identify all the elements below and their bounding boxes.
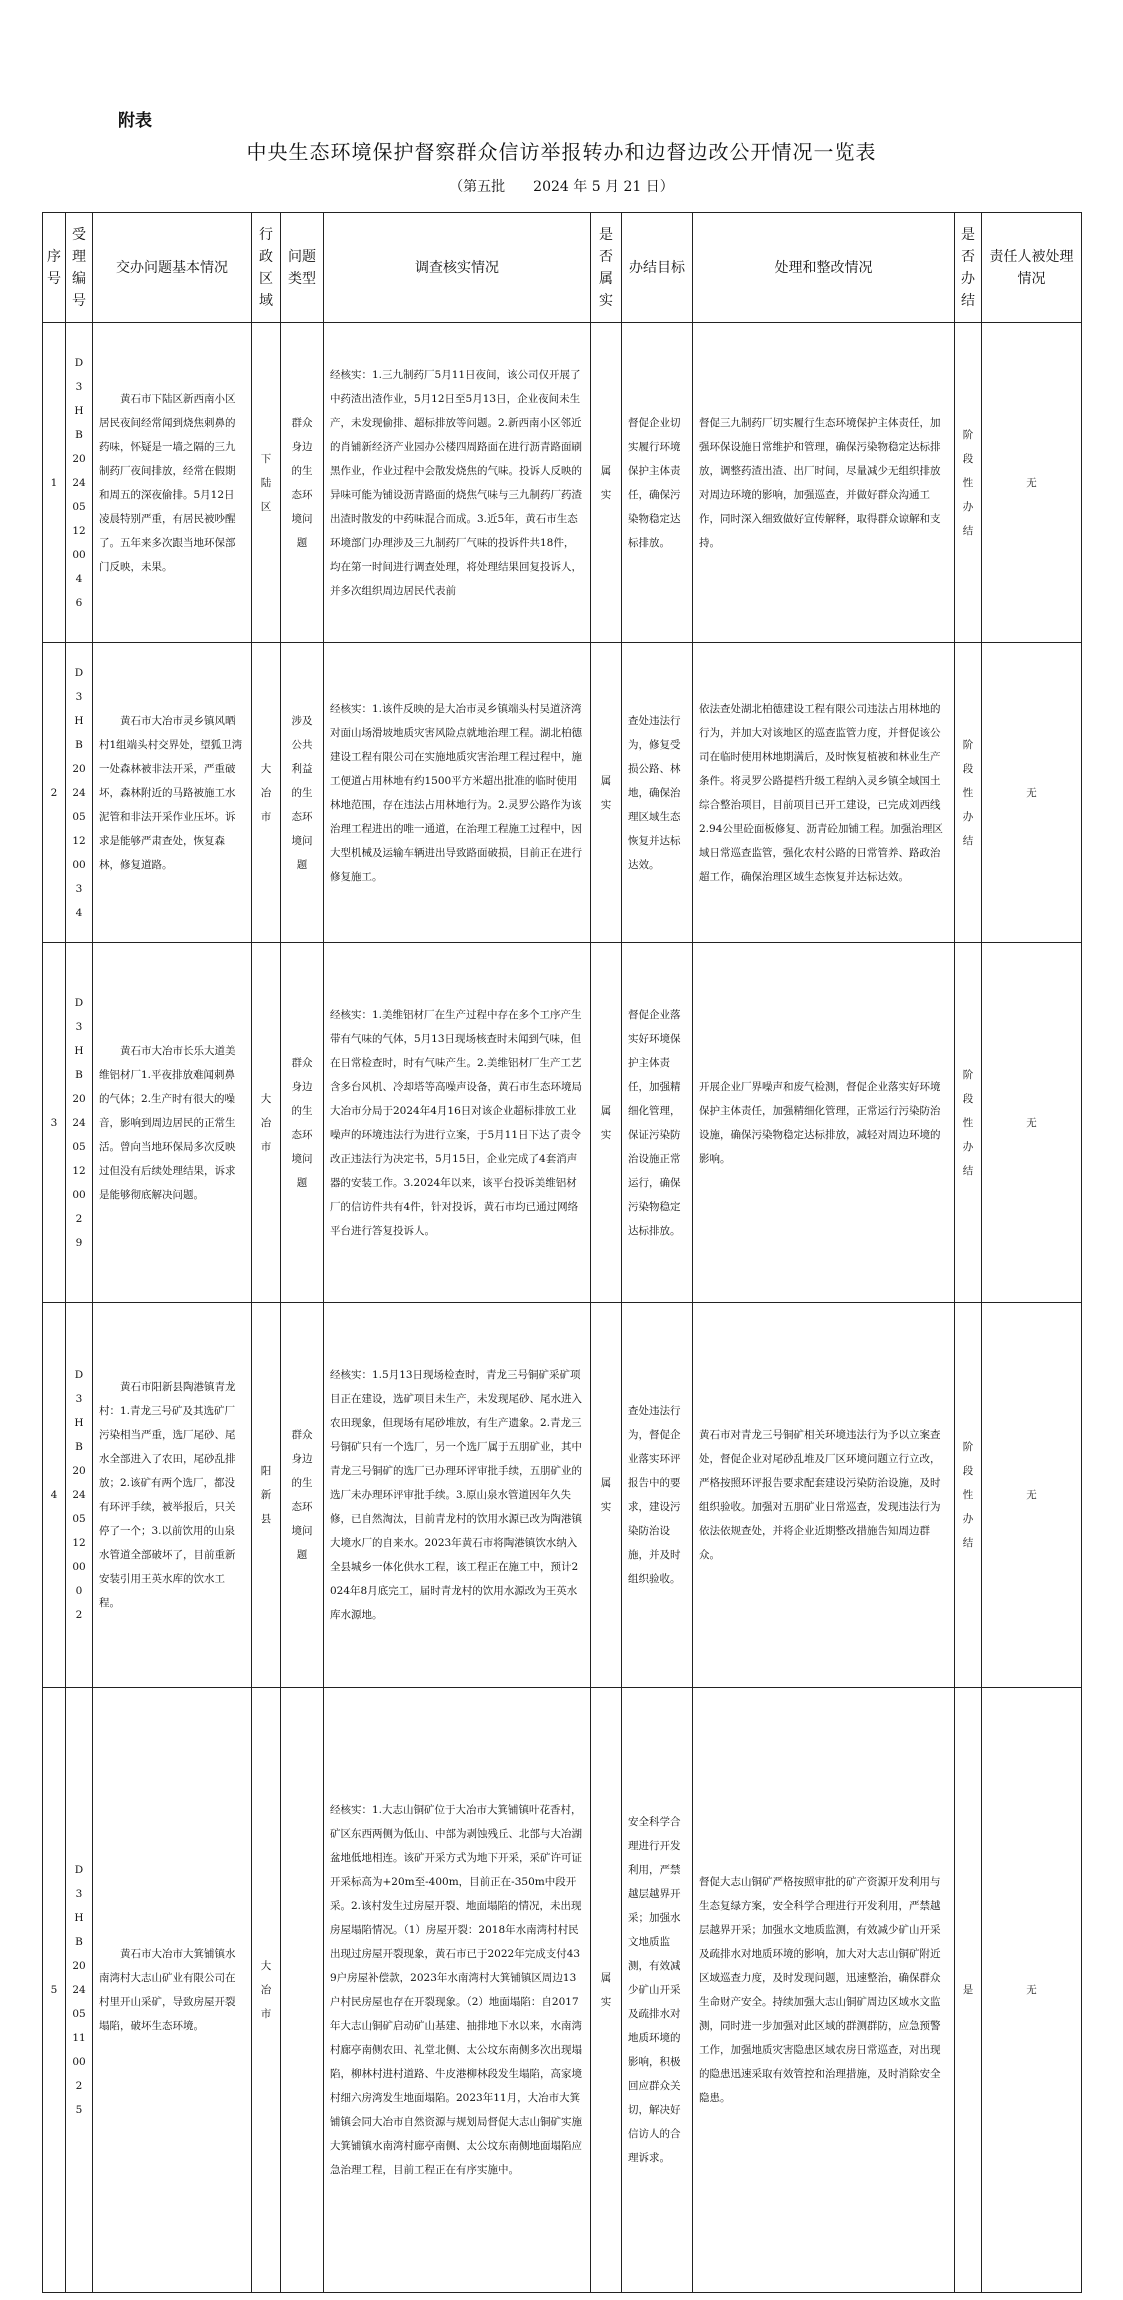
cell-seq: 2 xyxy=(43,643,66,943)
cell-issue: 黄石市下陆区新西南小区居民夜间经常闻到烧焦刺鼻的药味，怀疑是一墙之隔的三九制药厂夜间排放，经常在假期和周五的深夜偷排。5月12日凌晨特别严重，有居民被吵醒了。五年来多次跟当地环保部门反映，未果。 xyxy=(93,323,252,643)
cell-action: 开展企业厂界噪声和废气检测，督促企业落实好环境保护主体责任，加强精细化管理，正常运行污染防治设施，确保污染物稳定达标排放，减轻对周边环境的影响。 xyxy=(693,943,955,1303)
cell-type xyxy=(281,1688,324,2293)
cell-id: D3HB20240511002 5 xyxy=(66,1688,93,2293)
cell-completed: 阶段性办结 xyxy=(955,943,982,1303)
cell-goal: 查处违法行为，督促企业落实环评报告中的要求，建设污染防治设施，并及时组织验收。 xyxy=(622,1303,693,1688)
cell-type: 群众身边的生态环境问题 xyxy=(281,1303,324,1688)
cell-action: 督促大志山铜矿严格按照审批的矿产资源开发利用与生态复绿方案，安全科学合理进行开发利用，严禁越层越界开采；加强水文地质监测，有效减少矿山开采及疏排水对地质环境的影响，加大对大志山铜矿附近区域巡查力度，及时发现问题，迅速整治，确保群众生命财产安全。持续加强大志山铜矿周边区域水文监测，同时进一步加强对此区域的群测群防，应急预警工作，加强地质灾害隐患区域农房日常巡查，对出现的隐患迅速采取有效管控和治理措施，及时消除安全隐患。 xyxy=(693,1688,955,2293)
cell-issue: 黄石市大冶市灵乡镇风晒村1组端头村交界处，望狐卫湾一处森林被非法开采，严重破坏，森林附近的马路被施工水泥管和非法开采作业压坏。诉求是能够严肃查处，恢复森林，修复道路。 xyxy=(93,643,252,943)
cell-completed: 阶段性办结 xyxy=(955,323,982,643)
cell-seq: 5 xyxy=(43,1688,66,2293)
header-findings: 调查核实情况 xyxy=(324,213,591,323)
cell-issue: 黄石市大冶市大箕铺镇水南湾村大志山矿业有限公司在村里开山采矿，导致房屋开裂塌陷，破坏生态环境。 xyxy=(93,1688,252,2293)
cell-issue: 黄石市大冶市长乐大道美维铝材厂1.平夜排放难闻刺鼻的气体；2.生产时有很大的噪音，影响到周边居民的正常生活。曾向当地环保局多次反映过但没有后续处理结果，诉求是能够彻底解决问题。 xyxy=(93,943,252,1303)
cell-verified: 属实 xyxy=(591,943,622,1303)
cell-findings: 经核实：1.美维铝材厂在生产过程中存在多个工序产生带有气味的气体，5月13日现场核查时未闻到气味，但在日常检查时，时有气味产生。2.美维铝材厂生产工艺含多台风机、冷却塔等高噪声设备，黄石市生态环境局大冶市分局于2024年4月16日对该企业超标排放工业噪声的环境违法行为进行立案，于5月11日下达了责令改正违法行为决定书，5月15日，企业完成了4套消声器的安装工作。3.2024年以来，该平台投诉美维铝材厂的信访件共有4件，针对投诉，黄石市均已通过网络平台进行答复投诉人。 xyxy=(324,943,591,1303)
cell-region: 大冶市 xyxy=(252,943,281,1303)
cell-region: 阳新县 xyxy=(252,1303,281,1688)
cell-id: D3HB20240512002 9 xyxy=(66,943,93,1303)
cell-verified: 属实 xyxy=(591,643,622,943)
header-seq: 序号 xyxy=(43,213,66,323)
cell-action: 依法查处湖北柏德建设工程有限公司违法占用林地的行为，并加大对该地区的巡查监管力度，并督促该公司在临时使用林地期满后，及时恢复植被和林业生产条件。将灵罗公路提档升级工程纳入灵乡镇全域国土综合整治项目，目前项目已开工建设，已完成刘西线2.94公里砼面板修复、沥青砼加铺工程。加强治理区域日常巡查监管，强化农村公路的日常管养、路政治超工作，确保治理区域生态恢复并达标达效。 xyxy=(693,643,955,943)
cell-verified: 属实 xyxy=(591,1303,622,1688)
header-accountability: 责任人被处理情况 xyxy=(982,213,1082,323)
cell-id: D3HB20240512000 2 xyxy=(66,1303,93,1688)
cell-type: 涉及公共利益的生态环境问题 xyxy=(281,643,324,943)
cell-accountability: 无 xyxy=(982,643,1082,943)
cell-verified: 属实 xyxy=(591,1688,622,2293)
table-header-row xyxy=(43,213,1082,323)
header-goal: 办结目标 xyxy=(622,213,693,323)
cell-region: 大冶市 xyxy=(252,1688,281,2293)
cell-verified: 属实 xyxy=(591,323,622,643)
cell-goal: 安全科学合理进行开发利用，严禁越层越界开采；加强水文地质监测，有效减少矿山开采及疏排水对地质环境的影响，积极回应群众关切，解决好信访人的合理诉求。 xyxy=(622,1688,693,2293)
cell-seq: 1 xyxy=(43,323,66,643)
cell-completed: 是 xyxy=(955,1688,982,2293)
cell-type: 群众身边的生态环境问题 xyxy=(281,323,324,643)
table-row xyxy=(43,943,1082,1303)
document-title: 中央生态环境保护督察群众信访举报转办和边督边改公开情况一览表 xyxy=(246,140,877,164)
cell-findings: 经核实：1.大志山铜矿位于大冶市大箕铺镇叶花香村，矿区东西两侧为低山、中部为剥蚀残丘、北部与大冶湖盆地低地相连。该矿开采方式为地下开采，采矿许可证开采标高为+20m至-400m，目前正在-350m中段开采。2.该村发生过房屋开裂、地面塌陷的情况，未出现房屋塌陷情况。（1）房屋开裂：2018年水南湾村村民出现过房屋开裂现象，黄石市已于2022年完成支付439户房屋补偿款，2023年水南湾村大箕铺镇区周边13户村民房屋也存在开裂现象。（2）地面塌陷：自2017年大志山铜矿启动矿山基建、抽排地下水以来，水南湾村廊亭南侧农田、礼堂北侧、太公坟东南侧多次出现塌陷，柳林村进村道路、牛皮港柳林段发生塌陷，高家境村细六房湾发生地面塌陷。2023年11月，大冶市大箕铺镇会同大冶市自然资源与规划局督促大志山铜矿实施大箕铺镇水南湾村廊亭南侧、太公坟东南侧地面塌陷应急治理工程，目前工程正在有序实施中。 xyxy=(324,1688,591,2293)
table-row xyxy=(43,1303,1082,1688)
header-id: 受理编号 xyxy=(66,213,93,323)
cell-goal: 督促企业切实履行环境保护主体责任，确保污染物稳定达标排放。 xyxy=(622,323,693,643)
cell-accountability: 无 xyxy=(982,943,1082,1303)
cell-goal: 督促企业落实好环境保护主体责任，加强精细化管理，保证污染防治设施正常运行，确保污染物稳定达标排放。 xyxy=(622,943,693,1303)
cell-findings: 经核实：1.5月13日现场检查时，青龙三号铜矿采矿项目正在建设，选矿项目未生产，未发现尾砂、尾水进入农田现象，但现场有尾砂堆放，有生产遗象。2.青龙三号铜矿只有一个选厂，另一个选厂属于五朋矿业，其中青龙三号铜矿的选厂已办理环评审批手续，五朋矿业的选厂未办理环评审批手续。3.原山泉水管道因年久失修，已自然淘汰，目前青龙村的饮用水源已改为陶港镇大境水厂的自来水。2023年黄石市将陶港镇饮水纳入全县城乡一体化供水工程，该工程正在施工中，预计2024年8月底完工，届时青龙村的饮用水源改为王英水库水源地。 xyxy=(324,1303,591,1688)
table-row xyxy=(43,323,1082,643)
cell-region: 下陆区 xyxy=(252,323,281,643)
document-subtitle: （第五批 2024 年 5 月 21 日） xyxy=(449,179,674,195)
header-type: 问题类型 xyxy=(281,213,324,323)
cell-findings: 经核实：1.该件反映的是大冶市灵乡镇端头村吴道济湾对面山场滑坡地质灾害风险点就地治理工程。湖北柏德建设工程有限公司在实施地质灾害治理工程过程中，施工便道占用林地有约1500平方米超出批准的临时使用林地范围，存在违法占用林地行为。2.灵罗公路作为该治理工程进出的唯一通道，在治理工程施工过程中，因大型机械及运输车辆进出导致路面破损，目前正在进行修复施工。 xyxy=(324,643,591,943)
header-action: 处理和整改情况 xyxy=(693,213,955,323)
cell-issue: 黄石市阳新县陶港镇青龙村：1.青龙三号矿及其选矿厂污染相当严重，选厂尾砂、尾水全部进入了农田，尾砂乱排放；2.该矿有两个选厂，都没有环评手续，被举报后，只关停了一个；3.以前饮用的山泉水管道全部破坏了，目前重新安装引用王英水库的饮水工程。 xyxy=(93,1303,252,1688)
header-verified: 是否属实 xyxy=(591,213,622,323)
cell-accountability: 无 xyxy=(982,323,1082,643)
header-issue: 交办问题基本情况 xyxy=(93,213,252,323)
table-row xyxy=(43,1688,1082,2293)
petition-table xyxy=(42,212,1082,2293)
cell-type: 群众身边的生态环境问题 xyxy=(281,943,324,1303)
header-completed: 是否办结 xyxy=(955,213,982,323)
cell-completed: 阶段性办结 xyxy=(955,1303,982,1688)
cell-completed: 阶段性办结 xyxy=(955,643,982,943)
cell-seq: 4 xyxy=(43,1303,66,1688)
annex-label: 附表 xyxy=(118,111,152,131)
cell-id: D3HB20240512003 4 xyxy=(66,643,93,943)
cell-region: 大冶市 xyxy=(252,643,281,943)
cell-seq: 3 xyxy=(43,943,66,1303)
cell-accountability: 无 xyxy=(982,1688,1082,2293)
cell-findings: 经核实：1.三九制药厂5月11日夜间，该公司仅开展了中药渣出渣作业，5月12日至5月13日，企业夜间未生产，未发现偷排、超标排放等问题。2.新西南小区邻近的肖铺新经济产业园办公楼四周路面在进行沥青路面刷黑作业，作业过程中会散发烧焦的气味。投诉人反映的异味可能为铺设沥青路面的烧焦气味与三九制药厂药渣出渣时散发的中药味混合而成。3.近5年，黄石市生态环境部门办理涉及三九制药厂气味的投诉件共18件，均在第一时间进行调查处理，将处理结果回复投诉人，并多次组织周边居民代表前 xyxy=(324,323,591,643)
header-region: 行政区域 xyxy=(252,213,281,323)
cell-goal: 查处违法行为，修复受损公路、林地，确保治理区域生态恢复并达标达效。 xyxy=(622,643,693,943)
cell-id: D3HB20240512004 6 xyxy=(66,323,93,643)
cell-action: 督促三九制药厂切实履行生态环境保护主体责任，加强环保设施日常维护和管理，确保污染物稳定达标排放，调整药渣出渣、出厂时间，尽量减少无组织排放对周边环境的影响，加强巡查，并做好群众沟通工作，同时深入细致做好宣传解释，取得群众谅解和支持。 xyxy=(693,323,955,643)
cell-action: 黄石市对青龙三号铜矿相关环境违法行为予以立案查处，督促企业对尾砂乱堆及厂区环境问题立行立改，严格按照环评报告要求配套建设污染防治设施，及时组织验收。加强对五朋矿业日常巡查，发现违法行为依法依规查处，并将企业近期整改措施告知周边群众。 xyxy=(693,1303,955,1688)
table-row xyxy=(43,643,1082,943)
cell-accountability: 无 xyxy=(982,1303,1082,1688)
